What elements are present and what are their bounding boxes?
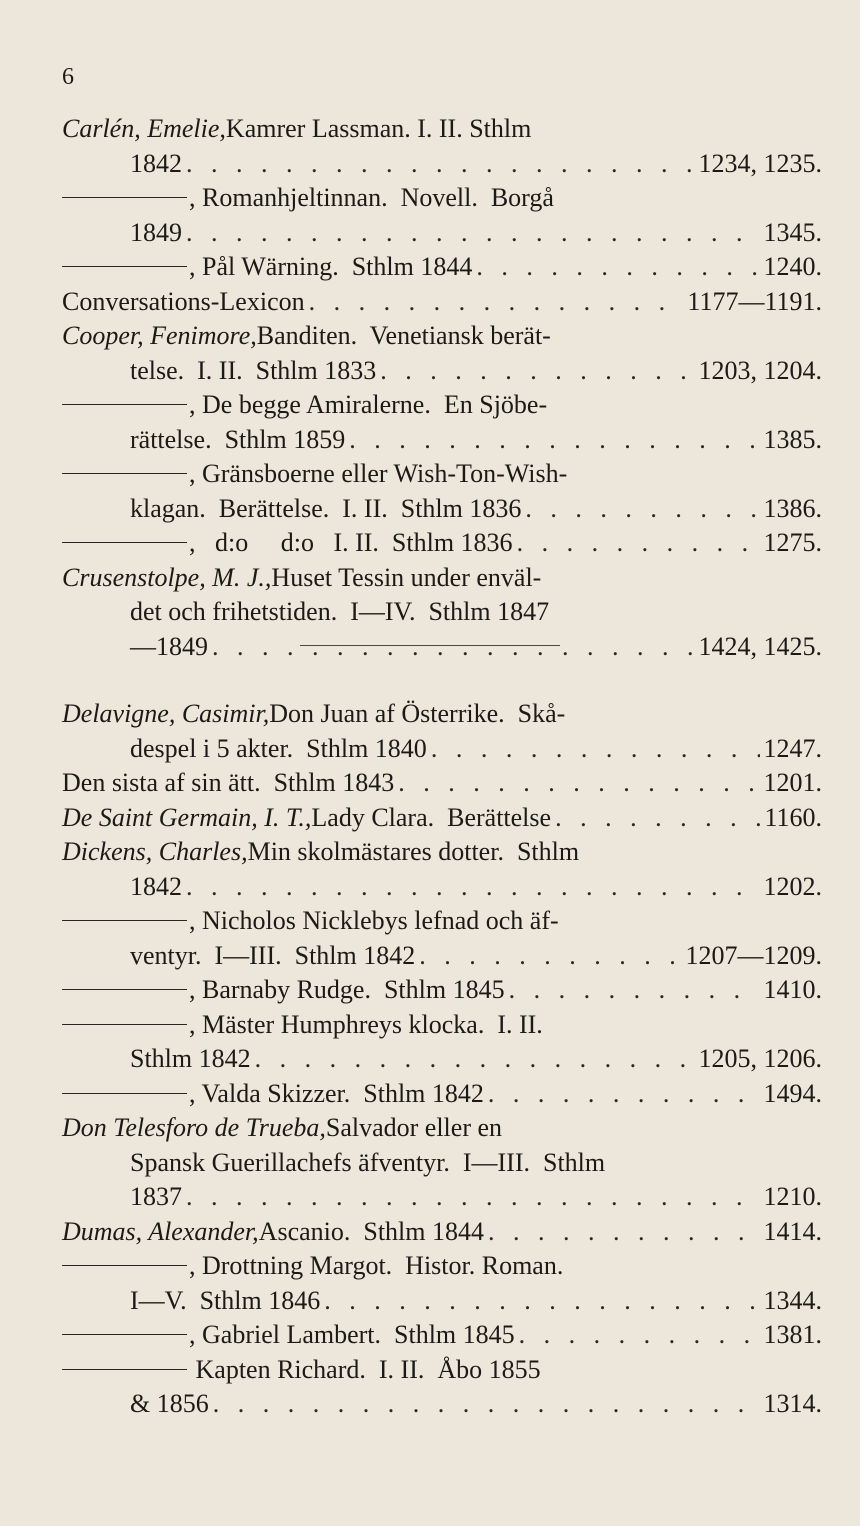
entry-author: Don Telesforo de Trueba, — [62, 1113, 326, 1142]
entry-number: 1345. — [763, 217, 822, 247]
ditto-dash — [62, 197, 187, 198]
page-number: 6 — [62, 64, 74, 90]
entry-text: —1849 — [130, 631, 208, 661]
entry-text: Huset Tessin under enväl- — [271, 562, 542, 592]
catalog-line — [62, 181, 822, 216]
leader-dots — [349, 423, 759, 458]
entry-number: 1201. — [763, 768, 822, 797]
leader-dots — [488, 1077, 760, 1112]
entry-text: , Gabriel Lambert. Sthlm 1845 — [189, 1320, 515, 1349]
entry-number: 1247. — [763, 733, 822, 763]
entry-text: klagan. Berättelse. I. II. Sthlm 1836 — [130, 493, 522, 523]
catalog-line — [62, 1353, 822, 1388]
entry-author: Cooper, Fenimore, — [62, 321, 257, 350]
leader-dots — [476, 250, 759, 285]
catalog-line — [62, 939, 822, 974]
entry-number: 1210. — [763, 1182, 822, 1211]
leader-dots — [517, 526, 760, 561]
ditto-dash — [62, 404, 187, 405]
catalog-line — [62, 1215, 822, 1250]
leader-dots — [488, 1215, 759, 1250]
entry-number: 1410. — [763, 975, 822, 1004]
catalog-line — [62, 319, 822, 354]
entry-text: Conversations-Lexicon — [62, 286, 305, 316]
entry-number: 1203, 1204. — [698, 355, 822, 385]
leader-dots — [398, 766, 759, 801]
catalog-line — [62, 250, 822, 285]
catalog-line — [62, 732, 822, 767]
ditto-dash — [62, 1093, 187, 1094]
ditto-dash — [62, 1024, 187, 1025]
catalog-line — [62, 216, 822, 251]
entry-text: , Mäster Humphreys klocka. I. II. — [189, 1009, 543, 1039]
leader-dots — [186, 1180, 760, 1215]
entry-author: Dickens, Charles, — [62, 837, 248, 866]
catalog-line — [62, 904, 822, 939]
entry-text: Ascanio. Sthlm 1844 — [258, 1216, 485, 1246]
catalog-line — [62, 835, 822, 870]
catalog-line — [62, 147, 822, 182]
entry-author: Dumas, Alexander, — [62, 1216, 259, 1246]
entry-text: , Valda Skizzer. Sthlm 1842 — [189, 1078, 484, 1108]
entry-text: 1842 — [130, 148, 182, 178]
leader-dots — [255, 1042, 695, 1077]
catalog-line — [62, 1180, 822, 1215]
ditto-dash — [62, 1334, 187, 1335]
leader-dots — [431, 732, 760, 767]
catalog-line — [62, 630, 822, 665]
entry-text: det och frihetstiden. I—IV. Sthlm 1847 — [130, 597, 550, 626]
entry-text: & 1856 — [130, 1389, 209, 1418]
catalog-line — [62, 1318, 822, 1353]
entry-author: Crusenstolpe, M. J., — [62, 562, 272, 592]
entry-number: 1385. — [763, 424, 822, 454]
catalog-line — [62, 801, 822, 836]
entry-text: I—V. Sthlm 1846 — [130, 1285, 321, 1315]
entry-number: 1160. — [764, 802, 822, 832]
entry-text: ventyr. I—III. Sthlm 1842 — [130, 940, 416, 970]
ditto-dash — [62, 1265, 187, 1266]
leader-dots — [380, 354, 694, 389]
ditto-dash — [62, 1369, 187, 1370]
leader-dots — [186, 147, 695, 182]
catalog-line — [62, 526, 822, 561]
entry-text: , Gränsboerne eller Wish-Ton-Wish- — [189, 459, 568, 488]
catalog-line — [62, 870, 822, 905]
entry-text: telse. I. II. Sthlm 1833 — [130, 355, 377, 385]
catalog-section-d — [62, 697, 822, 1422]
entry-text: , De begge Amiralerne. En Sjöbe- — [189, 390, 548, 419]
entry-text: Kapten Richard. I. II. Åbo 1855 — [189, 1354, 541, 1384]
entry-text: 1849 — [130, 217, 182, 247]
entry-number: 1202. — [763, 871, 822, 901]
entry-text: Don Juan af Österrike. Skå- — [269, 699, 566, 728]
leader-dots — [519, 1318, 760, 1353]
catalog-line — [62, 1042, 822, 1077]
entry-number: 1177—1191. — [687, 286, 822, 316]
catalog-line — [62, 1249, 822, 1284]
entry-text: Banditen. Venetiansk berät- — [256, 321, 551, 350]
entry-number: 1275. — [763, 528, 822, 557]
entry-text: Min skolmästares dotter. Sthlm — [247, 837, 580, 866]
entry-author: Delavigne, Casimir, — [62, 699, 270, 728]
entry-number: 1344. — [763, 1285, 822, 1315]
leader-dots — [509, 973, 760, 1008]
catalog-line — [62, 1077, 822, 1112]
leader-dots — [525, 492, 759, 527]
entry-text: , Romanhjeltinnan. Novell. Borgå — [189, 183, 554, 212]
catalog-line — [62, 423, 822, 458]
catalog-line — [62, 1146, 822, 1181]
entry-author: De Saint Germain, I. T., — [62, 802, 312, 832]
ditto-dash — [62, 542, 187, 543]
catalog-line — [62, 285, 822, 320]
catalog-line — [62, 1387, 822, 1422]
entry-number: 1207—1209. — [685, 940, 822, 970]
catalog-line — [62, 457, 822, 492]
entry-number: 1494. — [763, 1078, 822, 1108]
entry-text: Lady Clara. Berättelse — [311, 802, 552, 832]
entry-number: 1240. — [763, 252, 822, 281]
catalog-line — [62, 561, 822, 596]
ditto-dash — [62, 473, 187, 474]
entry-text: , Nicholos Nicklebys lefnad och äf- — [189, 906, 559, 935]
section-divider — [300, 645, 560, 646]
catalog-line — [62, 1008, 822, 1043]
entry-text: Salvador eller en — [325, 1113, 503, 1142]
entry-number: 1386. — [763, 493, 822, 523]
leader-dots — [324, 1284, 759, 1319]
entry-text: Kamrer Lassman. I. II. Sthlm — [225, 114, 532, 143]
catalog-line — [62, 492, 822, 527]
leader-dots — [555, 801, 760, 836]
entry-text: Spansk Guerillachefs äfventyr. I—III. Sthlm — [130, 1147, 606, 1177]
catalog-line — [62, 595, 822, 630]
leader-dots — [186, 216, 760, 251]
catalog-line — [62, 766, 822, 801]
ditto-dash — [62, 266, 187, 267]
catalog-line — [62, 697, 822, 732]
catalog-line — [62, 388, 822, 423]
entry-text: , Barnaby Rudge. Sthlm 1845 — [189, 975, 505, 1004]
ditto-dash — [62, 989, 187, 990]
entry-text: , Drottning Margot. Histor. Roman. — [189, 1251, 564, 1280]
entry-number: 1424, 1425. — [698, 631, 822, 661]
entry-text: , Pål Wärning. Sthlm 1844 — [189, 252, 473, 281]
leader-dots — [186, 870, 760, 905]
entry-number: 1381. — [763, 1320, 822, 1349]
entry-number: 1234, 1235. — [698, 148, 822, 178]
entry-text: , d:o d:o I. II. Sthlm 1836 — [189, 528, 513, 557]
leader-dots — [309, 285, 684, 320]
entry-text: 1842 — [130, 871, 182, 901]
entry-number: 1205, 1206. — [698, 1044, 822, 1073]
entry-text: rättelse. Sthlm 1859 — [130, 424, 346, 454]
catalog-line — [62, 1284, 822, 1319]
entry-number: 1414. — [763, 1216, 822, 1246]
catalog-line — [62, 112, 822, 147]
catalog-line — [62, 1111, 822, 1146]
catalog-line — [62, 354, 822, 389]
leader-dots — [212, 630, 695, 665]
leader-dots — [213, 1387, 760, 1422]
catalog-line — [62, 973, 822, 1008]
ditto-dash — [62, 920, 187, 921]
entry-text: Sthlm 1842 — [130, 1044, 251, 1073]
leader-dots — [419, 939, 681, 974]
entry-text: despel i 5 akter. Sthlm 1840 — [130, 733, 427, 763]
entry-number: 1314. — [763, 1389, 822, 1418]
entry-text: Den sista af sin ätt. Sthlm 1843 — [62, 768, 395, 797]
entry-text: 1837 — [130, 1182, 182, 1211]
catalog-section-c — [62, 112, 822, 664]
entry-author: Carlén, Emelie, — [62, 114, 226, 143]
